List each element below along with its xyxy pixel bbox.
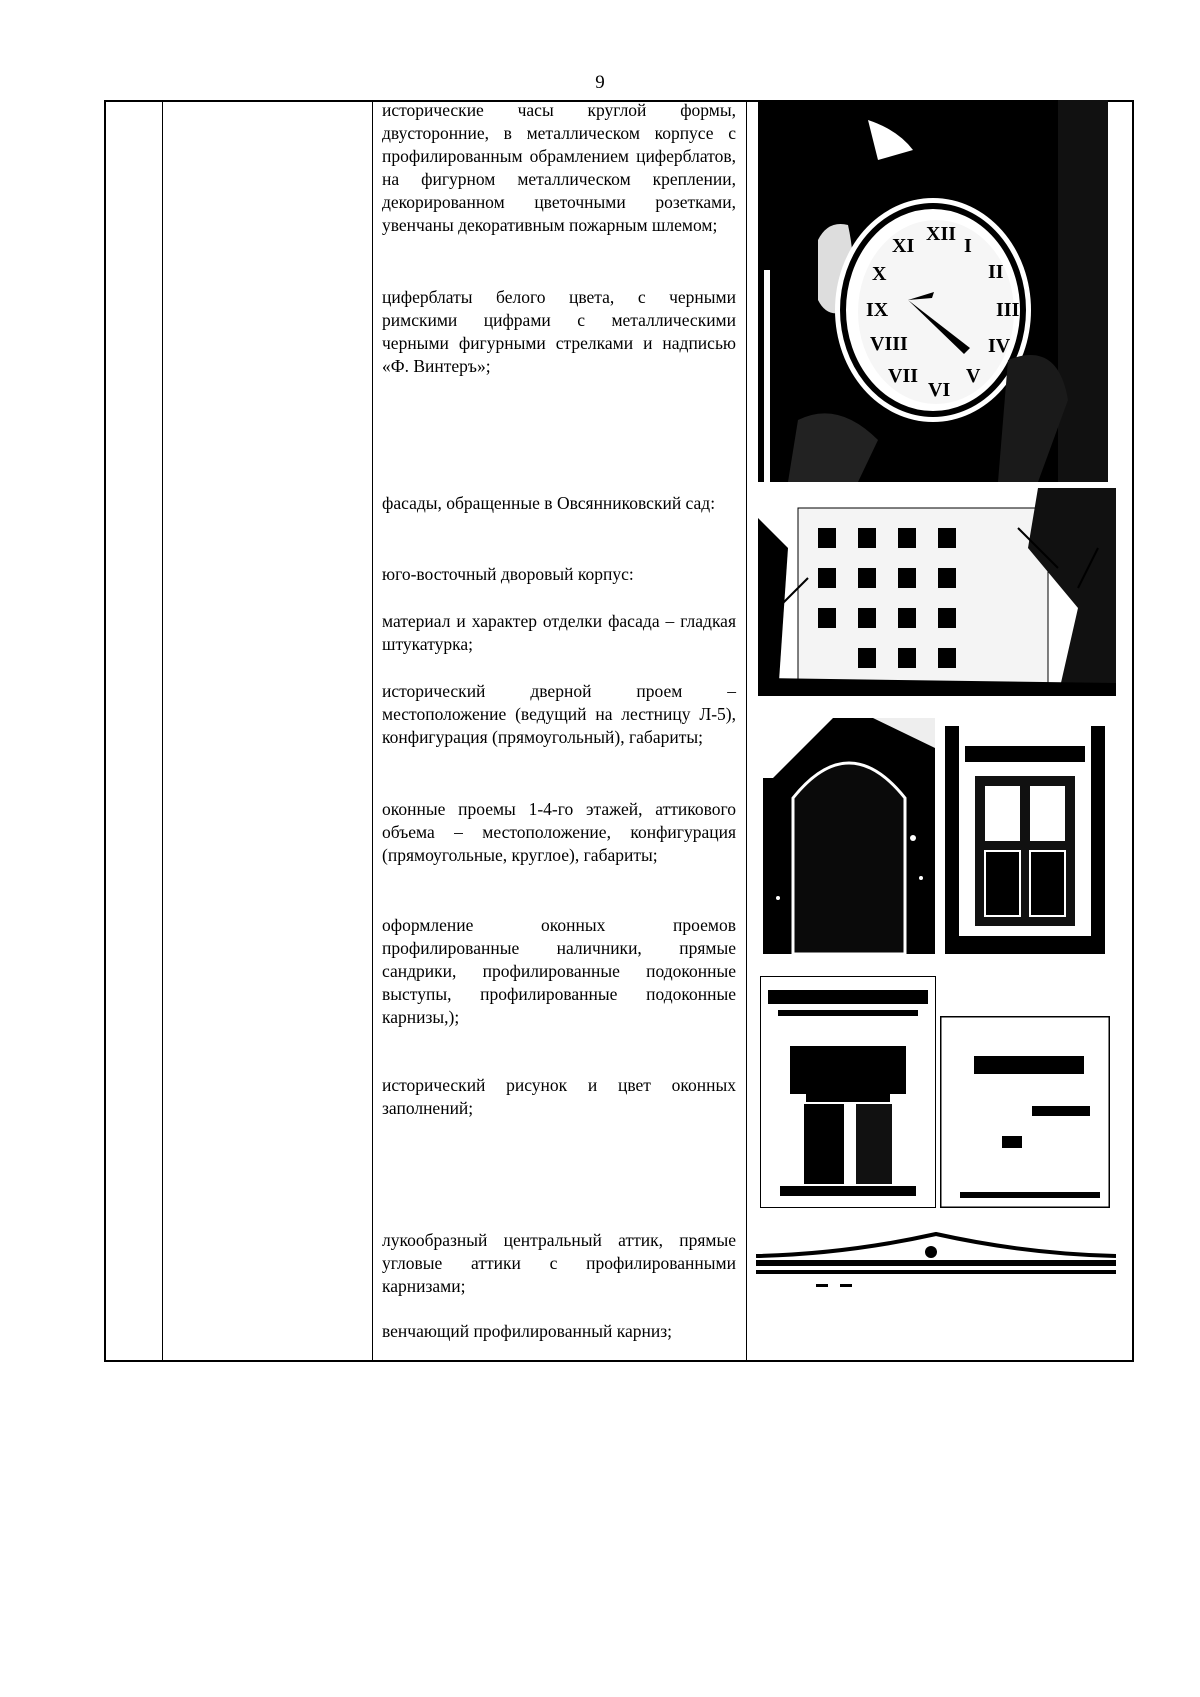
svg-text:II: II (988, 261, 1004, 283)
column-divider-2 (372, 102, 373, 1360)
clock-photo (758, 100, 1108, 482)
svg-text:IV: IV (988, 335, 1011, 357)
feature-southeast-wing: юго-восточный дворовый корпус: (382, 564, 634, 584)
svg-text:V: V (966, 365, 981, 387)
feature-crowning-cornice: венчающий профилированный карниз; (382, 1321, 672, 1341)
svg-text:X: X (872, 263, 887, 285)
facade-photo (758, 488, 1116, 696)
feature-doorway: исторический дверной проем – местоположение (ведущий на лестницу Л-5), конфигурация (прямоугольный), габариты; (382, 681, 736, 747)
feature-window-decoration: оформление оконных проемов профилированные наличники, прямые сандрики, профилированные подоконные выступы, профилированные подоконные карнизы,); (382, 915, 736, 1027)
feature-facade-finish: материал и характер отделки фасада – гладкая штукатурка; (382, 611, 736, 654)
feature-attics: лукообразный центральный аттик, прямые угловые аттики с профилированными карнизами; (382, 1230, 736, 1296)
feature-description-column (382, 102, 736, 1360)
column-number (106, 102, 162, 1360)
svg-text:IX: IX (866, 299, 889, 321)
feature-window-fillings: исторический рисунок и цвет оконных заполнений; (382, 1075, 736, 1118)
column-object-name (162, 102, 372, 1360)
svg-text:VI: VI (928, 379, 951, 401)
svg-text:III: III (996, 299, 1020, 321)
feature-clock-dials: циферблаты белого цвета, с черными римскими цифрами с металлическими черными фигурными стрелками и надписью «Ф. Винтеръ»; (382, 287, 736, 376)
svg-text:XI: XI (892, 235, 915, 257)
attic-drawing (756, 1226, 1116, 1290)
svg-text:I: I (964, 235, 972, 257)
svg-text:XII: XII (926, 223, 957, 245)
svg-text:VIII: VIII (870, 333, 908, 355)
window-drawing-left (760, 976, 936, 1208)
page-number: 9 (595, 72, 605, 93)
column-divider-3 (746, 102, 747, 1360)
doorway-photo (763, 718, 935, 954)
feature-facades-heading: фасады, обращенные в Овсянниковский сад: (382, 493, 716, 513)
window-drawing-right (940, 1016, 1110, 1208)
window-photo (945, 726, 1105, 954)
svg-text:VII: VII (888, 365, 919, 387)
feature-window-openings: оконные проемы 1-4-го этажей, аттикового объема – местоположение, конфигурация (прямоугольные, круглое), габариты; (382, 799, 736, 865)
feature-clock: исторические часы круглой формы, двусторонние, в металлическом корпусе с профилированным обрамлением циферблатов, на фигурном металлическом креплении, декорированном цветочными розетками, увенчаны декоративным пожарным шлемом; (382, 100, 736, 235)
